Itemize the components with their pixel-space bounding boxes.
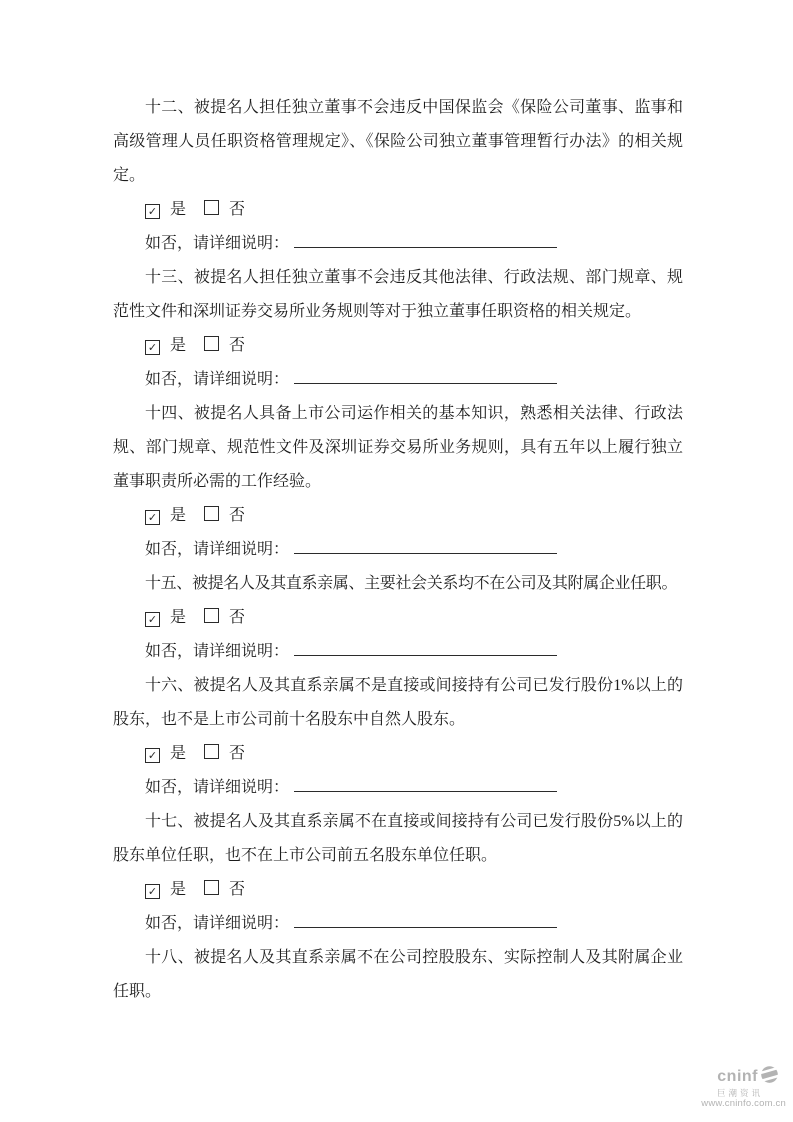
explain-blank-field[interactable] <box>294 912 557 928</box>
question-section <box>113 805 683 941</box>
cninfo-url: www.cninfo.com.cn <box>701 1098 786 1110</box>
cninfo-logo-text: cninf <box>717 1067 758 1085</box>
yes-label: 是 <box>170 201 187 218</box>
explain-row <box>113 533 683 567</box>
no-checkbox[interactable] <box>204 200 219 215</box>
explain-blank-field[interactable] <box>294 776 557 792</box>
statement-text: 十七、被提名人及其直系亲属不在直接或间接持有公司已发行股份5%以上的股东单位任职，也不在上市公司前五名股东单位任职。 <box>113 813 683 864</box>
explain-label: 如否，请详细说明： <box>145 541 290 558</box>
question-section <box>113 91 683 261</box>
explain-label: 如否，请详细说明： <box>145 371 290 388</box>
explain-blank-field[interactable] <box>294 232 557 248</box>
yes-checkbox[interactable] <box>145 340 160 355</box>
check-mark-icon: ✓ <box>147 749 158 762</box>
question-section <box>113 669 683 805</box>
explain-label: 如否，请详细说明： <box>145 779 290 796</box>
yes-no-row <box>113 193 683 227</box>
yes-label: 是 <box>170 337 187 354</box>
check-mark-icon: ✓ <box>147 613 158 626</box>
no-label: 否 <box>229 881 246 898</box>
yes-no-row <box>113 737 683 771</box>
no-checkbox[interactable] <box>204 336 219 351</box>
explain-label: 如否，请详细说明： <box>145 915 290 932</box>
statement-text: 十六、被提名人及其直系亲属不是直接或间接持有公司已发行股份1%以上的股东，也不是上市公司前十名股东中自然人股东。 <box>113 677 683 728</box>
cninfo-wave-icon <box>760 1065 779 1089</box>
statement-text: 十四、被提名人具备上市公司运作相关的基本知识，熟悉相关法律、行政法规、部门规章、规范性文件及深圳证券交易所业务规则，具有五年以上履行独立董事职责所必需的工作经验。 <box>113 405 683 490</box>
yes-checkbox[interactable] <box>145 612 160 627</box>
check-mark-icon: ✓ <box>147 511 158 524</box>
statement-text: 十三、被提名人担任独立董事不会违反其他法律、行政法规、部门规章、规范性文件和深圳证券交易所业务规则等对于独立董事任职资格的相关规定。 <box>113 269 683 320</box>
no-checkbox[interactable] <box>204 506 219 521</box>
yes-label: 是 <box>170 609 187 626</box>
yes-no-row <box>113 601 683 635</box>
no-label: 否 <box>229 609 246 626</box>
explain-blank-field[interactable] <box>294 368 557 384</box>
statement-text: 十五、被提名人及其直系亲属、主要社会关系均不在公司及其附属企业任职。 <box>145 575 678 592</box>
explain-blank-field[interactable] <box>294 640 557 656</box>
yes-no-row <box>113 873 683 907</box>
no-checkbox[interactable] <box>204 608 219 623</box>
cninfo-logo-row <box>701 1065 789 1089</box>
no-label: 否 <box>229 201 246 218</box>
no-label: 否 <box>229 507 246 524</box>
yes-checkbox[interactable] <box>145 204 160 219</box>
no-label: 否 <box>229 745 246 762</box>
yes-checkbox[interactable] <box>145 510 160 525</box>
explain-row <box>113 635 683 669</box>
check-mark-icon: ✓ <box>147 885 158 898</box>
yes-no-row <box>113 329 683 363</box>
statement-text: 十二、被提名人担任独立董事不会违反中国保监会《保险公司董事、监事和高级管理人员任职资格管理规定》、《保险公司独立董事管理暂行办法》的相关规定。 <box>113 99 683 184</box>
yes-label: 是 <box>170 745 187 762</box>
yes-checkbox[interactable] <box>145 884 160 899</box>
question-section <box>113 567 683 669</box>
explain-row <box>113 227 683 261</box>
explain-row <box>113 771 683 805</box>
cninfo-watermark <box>701 1065 789 1109</box>
no-label: 否 <box>229 337 246 354</box>
yes-label: 是 <box>170 507 187 524</box>
explain-label: 如否，请详细说明： <box>145 235 290 252</box>
check-mark-icon: ✓ <box>147 205 158 218</box>
question-section <box>113 397 683 567</box>
explain-row <box>113 907 683 941</box>
explain-label: 如否，请详细说明： <box>145 643 290 660</box>
question-section <box>113 261 683 397</box>
yes-checkbox[interactable] <box>145 748 160 763</box>
statement-text: 十八、被提名人及其直系亲属不在公司控股股东、实际控制人及其附属企业任职。 <box>113 949 683 1000</box>
explain-row <box>113 363 683 397</box>
question-section <box>113 941 683 1009</box>
yes-label: 是 <box>170 881 187 898</box>
no-checkbox[interactable] <box>204 880 219 895</box>
check-mark-icon: ✓ <box>147 341 158 354</box>
explain-blank-field[interactable] <box>294 538 557 554</box>
yes-no-row <box>113 499 683 533</box>
cninfo-chinese-name: 巨潮资讯 <box>716 1088 763 1099</box>
no-checkbox[interactable] <box>204 744 219 759</box>
